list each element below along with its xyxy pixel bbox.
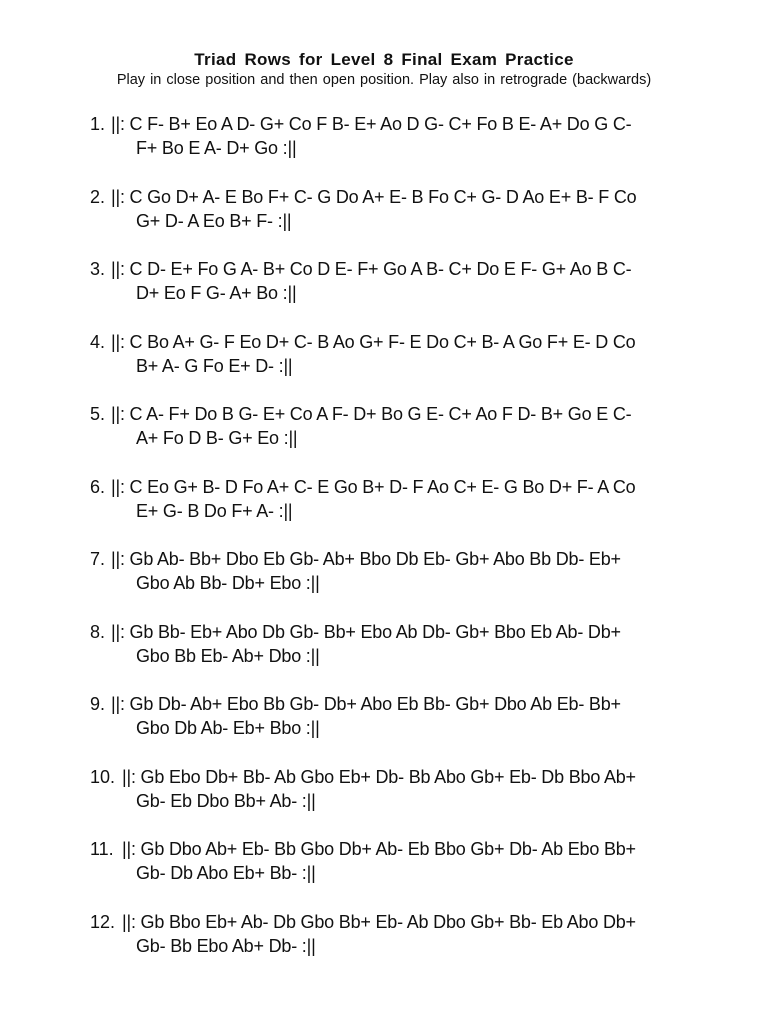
row-line-2: Gb- Bb Ebo Ab+ Db- :|| (136, 935, 316, 956)
row-line-1: ||: C A- F+ Do B G- E+ Co A F- D+ Bo G E- C+ Ao F D- B+ Go E C- (111, 404, 632, 424)
triad-row-2 (90, 185, 730, 258)
row-number: 2. (90, 186, 106, 207)
row-number: 7. (90, 549, 106, 569)
triad-row-12 (90, 910, 730, 983)
row-line-2: Gb- Db Abo Eb+ Bb- :|| (136, 863, 316, 883)
triad-rows-list (90, 112, 730, 982)
row-number: 10. (90, 766, 116, 787)
row-line-1: ||: Gb Ebo Db+ Bb- Ab Gbo Eb+ Db- Bb Abo Gb+ Eb- Db Bbo Ab+ (122, 766, 636, 787)
row-line-1: ||: C Bo A+ G- F Eo D+ C- B Ao G+ F- E Do C+ B- A Go F+ E- D Co (111, 331, 636, 352)
triad-row-9 (90, 692, 730, 765)
row-line-2: B+ A- G Fo E+ D- :|| (136, 355, 293, 376)
row-line-1: ||: C Eo G+ B- D Fo A+ C- E Go B+ D- F Ao C+ E- G Bo D+ F- A Co (111, 476, 636, 497)
page-title: Triad Rows for Level 8 Final Exam Practice (194, 50, 574, 69)
row-line-1: ||: Gb Dbo Ab+ Eb- Bb Gbo Db+ Ab- Eb Bbo Gb+ Db- Ab Ebo Bb+ (122, 839, 636, 859)
row-number: 6. (90, 476, 106, 497)
triad-row-6 (90, 475, 730, 548)
row-line-2: F+ Bo E A- D+ Go :|| (136, 138, 297, 158)
row-line-1: ||: Gb Bbo Eb+ Ab- Db Gbo Bb+ Eb- Ab Dbo Gb+ Bb- Eb Abo Db+ (122, 911, 636, 932)
triad-row-1 (90, 112, 730, 185)
row-number: 4. (90, 331, 106, 352)
row-line-1: ||: C F- B+ Eo A D- G+ Co F B- E+ Ao D G- C+ Fo B E- A+ Do G C- (111, 114, 632, 134)
row-line-2: A+ Fo D B- G+ Eo :|| (136, 428, 298, 448)
page-subtitle: Play in close position and then open position. Play also in retrograde (backwards) (116, 72, 652, 88)
row-line-2: E+ G- B Do F+ A- :|| (136, 500, 293, 521)
row-number: 12. (90, 911, 116, 932)
row-line-1: ||: Gb Bb- Eb+ Abo Db Gb- Bb+ Ebo Ab Db- Gb+ Bbo Eb Ab- Db+ (111, 621, 621, 642)
row-line-2: G+ D- A Eo B+ F- :|| (136, 210, 292, 231)
row-number: 5. (90, 404, 106, 424)
triad-row-3 (90, 257, 730, 330)
row-line-2: D+ Eo F G- A+ Bo :|| (136, 283, 297, 303)
row-number: 3. (90, 259, 106, 279)
row-number: 11. (90, 839, 114, 859)
triad-row-4 (90, 330, 730, 403)
row-line-1: ||: C D- E+ Fo G A- B+ Co D E- F+ Go A B- C+ Do E F- G+ Ao B C- (111, 259, 632, 279)
row-line-2: Gbo Bb Eb- Ab+ Dbo :|| (136, 645, 320, 666)
triad-row-7 (90, 547, 730, 620)
row-line-2: Gb- Eb Dbo Bb+ Ab- :|| (136, 790, 316, 811)
row-line-1: ||: Gb Db- Ab+ Ebo Bb Gb- Db+ Abo Eb Bb- Gb+ Dbo Ab Eb- Bb+ (111, 694, 621, 714)
row-line-1: ||: Gb Ab- Bb+ Dbo Eb Gb- Ab+ Bbo Db Eb- Gb+ Abo Bb Db- Eb+ (111, 549, 621, 569)
row-line-2: Gbo Db Ab- Eb+ Bbo :|| (136, 718, 320, 738)
row-number: 1. (90, 114, 106, 134)
row-number: 9. (90, 694, 106, 714)
triad-row-10 (90, 765, 730, 838)
row-line-2: Gbo Ab Bb- Db+ Ebo :|| (136, 573, 320, 593)
row-line-1: ||: C Go D+ A- E Bo F+ C- G Do A+ E- B Fo C+ G- D Ao E+ B- F Co (111, 186, 637, 207)
triad-row-5 (90, 402, 730, 475)
triad-row-11 (90, 837, 730, 910)
row-number: 8. (90, 621, 106, 642)
triad-row-8 (90, 620, 730, 693)
